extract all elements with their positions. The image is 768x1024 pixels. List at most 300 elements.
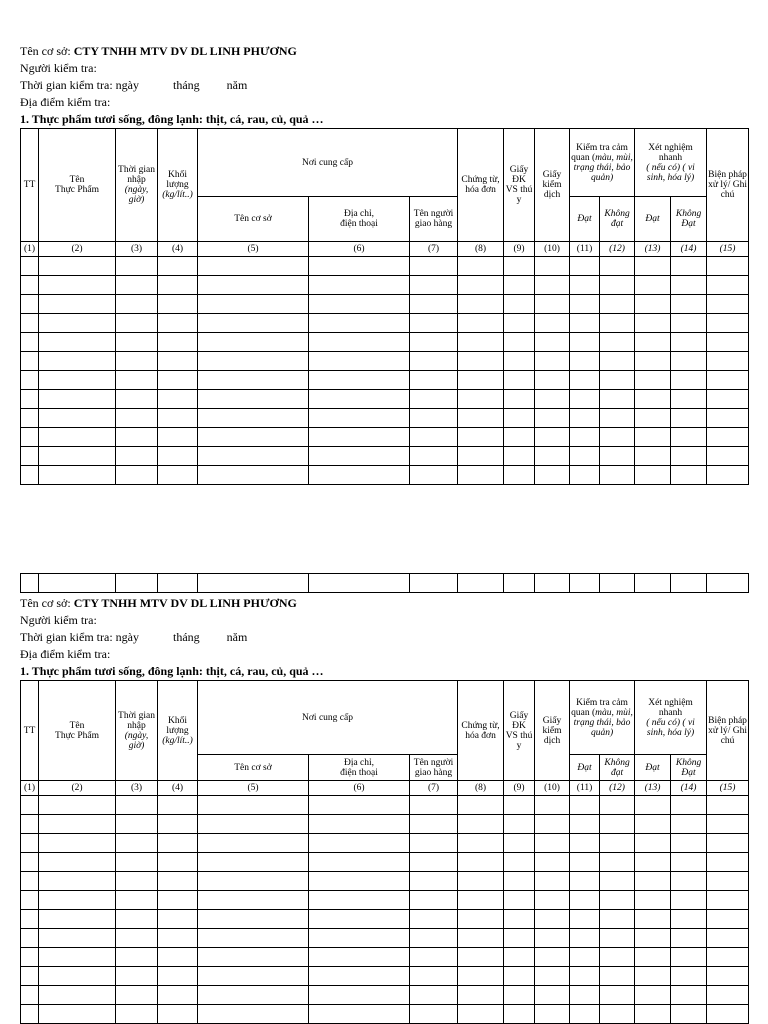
table-cell[interactable] — [410, 409, 458, 428]
table-cell[interactable] — [116, 257, 158, 276]
table-cell[interactable] — [600, 929, 635, 948]
table-cell[interactable] — [458, 948, 504, 967]
table-cell[interactable] — [39, 295, 116, 314]
table-cell[interactable] — [635, 796, 671, 815]
table-cell[interactable] — [198, 390, 309, 409]
table-cell[interactable] — [39, 853, 116, 872]
table-cell[interactable] — [635, 447, 671, 466]
table-cell[interactable] — [116, 466, 158, 485]
table-cell[interactable] — [635, 853, 671, 872]
table-cell[interactable] — [39, 929, 116, 948]
table-cell[interactable] — [504, 466, 535, 485]
table-cell[interactable] — [635, 333, 671, 352]
table-cell[interactable] — [535, 295, 570, 314]
table-cell[interactable] — [410, 796, 458, 815]
table-cell[interactable] — [671, 295, 707, 314]
table-cell[interactable] — [504, 929, 535, 948]
table-cell[interactable] — [570, 815, 600, 834]
table-cell[interactable] — [198, 371, 309, 390]
table-cell[interactable] — [458, 986, 504, 1005]
table-cell[interactable] — [198, 891, 309, 910]
table-cell[interactable] — [158, 872, 198, 891]
table-cell[interactable] — [707, 371, 749, 390]
table-cell[interactable] — [158, 352, 198, 371]
table-cell[interactable] — [410, 834, 458, 853]
table-cell[interactable] — [671, 390, 707, 409]
table-cell[interactable] — [21, 815, 39, 834]
table-cell[interactable] — [504, 986, 535, 1005]
table-cell[interactable] — [535, 986, 570, 1005]
table-cell[interactable] — [570, 333, 600, 352]
table-cell[interactable] — [600, 1005, 635, 1024]
table-cell[interactable] — [570, 371, 600, 390]
table-cell[interactable] — [458, 295, 504, 314]
table-cell[interactable] — [671, 409, 707, 428]
table-cell[interactable] — [410, 574, 458, 593]
table-cell[interactable] — [410, 466, 458, 485]
table-cell[interactable] — [21, 352, 39, 371]
table-cell[interactable] — [198, 872, 309, 891]
table-cell[interactable] — [410, 872, 458, 891]
table-cell[interactable] — [309, 967, 410, 986]
table-cell[interactable] — [504, 390, 535, 409]
table-cell[interactable] — [671, 815, 707, 834]
table-cell[interactable] — [570, 574, 600, 593]
table-cell[interactable] — [158, 314, 198, 333]
table-cell[interactable] — [410, 986, 458, 1005]
table-cell[interactable] — [410, 257, 458, 276]
table-cell[interactable] — [707, 796, 749, 815]
table-cell[interactable] — [309, 872, 410, 891]
table-cell[interactable] — [671, 948, 707, 967]
table-cell[interactable] — [309, 295, 410, 314]
table-cell[interactable] — [198, 834, 309, 853]
table-cell[interactable] — [707, 257, 749, 276]
table-cell[interactable] — [309, 276, 410, 295]
table-cell[interactable] — [39, 815, 116, 834]
table-cell[interactable] — [309, 853, 410, 872]
table-cell[interactable] — [504, 276, 535, 295]
table-cell[interactable] — [671, 428, 707, 447]
table-cell[interactable] — [198, 986, 309, 1005]
table-cell[interactable] — [570, 967, 600, 986]
table-cell[interactable] — [570, 447, 600, 466]
table-cell[interactable] — [410, 815, 458, 834]
table-cell[interactable] — [309, 948, 410, 967]
table-cell[interactable] — [309, 352, 410, 371]
table-cell[interactable] — [707, 986, 749, 1005]
table-cell[interactable] — [39, 447, 116, 466]
table-cell[interactable] — [535, 834, 570, 853]
table-cell[interactable] — [535, 910, 570, 929]
table-cell[interactable] — [504, 428, 535, 447]
table-cell[interactable] — [198, 409, 309, 428]
table-cell[interactable] — [158, 428, 198, 447]
table-cell[interactable] — [158, 574, 198, 593]
table-cell[interactable] — [21, 314, 39, 333]
table-cell[interactable] — [635, 371, 671, 390]
table-cell[interactable] — [600, 447, 635, 466]
table-cell[interactable] — [116, 295, 158, 314]
table-cell[interactable] — [309, 834, 410, 853]
table-cell[interactable] — [458, 929, 504, 948]
table-cell[interactable] — [158, 967, 198, 986]
table-cell[interactable] — [635, 1005, 671, 1024]
table-cell[interactable] — [600, 371, 635, 390]
table-cell[interactable] — [671, 872, 707, 891]
table-cell[interactable] — [158, 834, 198, 853]
table-cell[interactable] — [158, 447, 198, 466]
table-cell[interactable] — [39, 428, 116, 447]
table-cell[interactable] — [570, 948, 600, 967]
table-cell[interactable] — [458, 834, 504, 853]
table-cell[interactable] — [198, 466, 309, 485]
table-cell[interactable] — [570, 834, 600, 853]
table-cell[interactable] — [21, 390, 39, 409]
table-cell[interactable] — [158, 257, 198, 276]
table-cell[interactable] — [21, 853, 39, 872]
table-cell[interactable] — [198, 257, 309, 276]
table-cell[interactable] — [504, 967, 535, 986]
table-cell[interactable] — [116, 948, 158, 967]
table-cell[interactable] — [410, 428, 458, 447]
table-cell[interactable] — [600, 967, 635, 986]
table-cell[interactable] — [198, 447, 309, 466]
table-cell[interactable] — [410, 1005, 458, 1024]
table-cell[interactable] — [635, 967, 671, 986]
table-cell[interactable] — [309, 428, 410, 447]
table-cell[interactable] — [671, 853, 707, 872]
table-cell[interactable] — [707, 948, 749, 967]
table-cell[interactable] — [707, 333, 749, 352]
table-cell[interactable] — [458, 910, 504, 929]
table-cell[interactable] — [635, 986, 671, 1005]
table-cell[interactable] — [410, 447, 458, 466]
table-cell[interactable] — [410, 948, 458, 967]
table-cell[interactable] — [671, 929, 707, 948]
table-cell[interactable] — [458, 314, 504, 333]
table-cell[interactable] — [635, 891, 671, 910]
table-cell[interactable] — [458, 371, 504, 390]
table-cell[interactable] — [158, 409, 198, 428]
table-cell[interactable] — [671, 986, 707, 1005]
table-cell[interactable] — [707, 967, 749, 986]
table-cell[interactable] — [570, 891, 600, 910]
table-cell[interactable] — [635, 295, 671, 314]
table-cell[interactable] — [570, 853, 600, 872]
table-cell[interactable] — [504, 257, 535, 276]
table-cell[interactable] — [458, 891, 504, 910]
table-cell[interactable] — [21, 834, 39, 853]
table-cell[interactable] — [600, 796, 635, 815]
table-cell[interactable] — [504, 815, 535, 834]
table-cell[interactable] — [21, 1005, 39, 1024]
table-cell[interactable] — [21, 986, 39, 1005]
table-cell[interactable] — [671, 352, 707, 371]
table-cell[interactable] — [707, 352, 749, 371]
table-cell[interactable] — [309, 796, 410, 815]
table-cell[interactable] — [158, 276, 198, 295]
table-cell[interactable] — [671, 447, 707, 466]
table-cell[interactable] — [198, 295, 309, 314]
table-cell[interactable] — [504, 447, 535, 466]
table-cell[interactable] — [458, 1005, 504, 1024]
table-cell[interactable] — [570, 390, 600, 409]
table-cell[interactable] — [116, 986, 158, 1005]
table-cell[interactable] — [600, 872, 635, 891]
table-cell[interactable] — [535, 333, 570, 352]
table-cell[interactable] — [116, 891, 158, 910]
table-cell[interactable] — [671, 967, 707, 986]
table-cell[interactable] — [671, 466, 707, 485]
table-cell[interactable] — [600, 466, 635, 485]
table-cell[interactable] — [707, 409, 749, 428]
table-cell[interactable] — [21, 409, 39, 428]
table-cell[interactable] — [198, 333, 309, 352]
table-cell[interactable] — [504, 948, 535, 967]
table-cell[interactable] — [21, 796, 39, 815]
table-cell[interactable] — [535, 872, 570, 891]
table-cell[interactable] — [535, 276, 570, 295]
table-cell[interactable] — [535, 574, 570, 593]
table-cell[interactable] — [600, 986, 635, 1005]
table-cell[interactable] — [635, 574, 671, 593]
table-cell[interactable] — [21, 891, 39, 910]
table-cell[interactable] — [671, 371, 707, 390]
table-cell[interactable] — [707, 834, 749, 853]
table-cell[interactable] — [671, 1005, 707, 1024]
table-cell[interactable] — [600, 333, 635, 352]
table-cell[interactable] — [39, 986, 116, 1005]
table-cell[interactable] — [198, 929, 309, 948]
table-cell[interactable] — [116, 447, 158, 466]
table-cell[interactable] — [39, 574, 116, 593]
table-cell[interactable] — [535, 409, 570, 428]
table-cell[interactable] — [116, 815, 158, 834]
table-cell[interactable] — [635, 352, 671, 371]
table-cell[interactable] — [635, 428, 671, 447]
table-cell[interactable] — [39, 1005, 116, 1024]
table-cell[interactable] — [39, 314, 116, 333]
table-cell[interactable] — [116, 428, 158, 447]
table-cell[interactable] — [116, 390, 158, 409]
table-cell[interactable] — [39, 390, 116, 409]
table-cell[interactable] — [39, 967, 116, 986]
table-cell[interactable] — [309, 314, 410, 333]
table-cell[interactable] — [198, 314, 309, 333]
table-cell[interactable] — [458, 447, 504, 466]
table-cell[interactable] — [535, 466, 570, 485]
table-cell[interactable] — [39, 409, 116, 428]
table-cell[interactable] — [671, 891, 707, 910]
table-cell[interactable] — [21, 295, 39, 314]
table-cell[interactable] — [21, 574, 39, 593]
table-cell[interactable] — [21, 371, 39, 390]
table-cell[interactable] — [570, 986, 600, 1005]
table-cell[interactable] — [600, 257, 635, 276]
table-cell[interactable] — [458, 815, 504, 834]
table-cell[interactable] — [458, 409, 504, 428]
table-cell[interactable] — [458, 872, 504, 891]
table-cell[interactable] — [39, 834, 116, 853]
table-cell[interactable] — [158, 333, 198, 352]
table-cell[interactable] — [158, 948, 198, 967]
table-cell[interactable] — [410, 929, 458, 948]
table-cell[interactable] — [309, 390, 410, 409]
table-cell[interactable] — [535, 815, 570, 834]
table-cell[interactable] — [158, 390, 198, 409]
table-cell[interactable] — [39, 910, 116, 929]
table-cell[interactable] — [309, 910, 410, 929]
table-cell[interactable] — [707, 872, 749, 891]
table-cell[interactable] — [116, 1005, 158, 1024]
table-cell[interactable] — [198, 967, 309, 986]
table-cell[interactable] — [535, 390, 570, 409]
table-cell[interactable] — [458, 853, 504, 872]
table-cell[interactable] — [600, 276, 635, 295]
table-cell[interactable] — [535, 929, 570, 948]
table-cell[interactable] — [410, 352, 458, 371]
table-cell[interactable] — [410, 910, 458, 929]
table-cell[interactable] — [309, 257, 410, 276]
table-cell[interactable] — [410, 371, 458, 390]
table-cell[interactable] — [116, 352, 158, 371]
table-cell[interactable] — [504, 796, 535, 815]
table-cell[interactable] — [309, 574, 410, 593]
table-cell[interactable] — [116, 872, 158, 891]
table-cell[interactable] — [458, 276, 504, 295]
table-cell[interactable] — [116, 314, 158, 333]
table-cell[interactable] — [570, 428, 600, 447]
table-cell[interactable] — [535, 447, 570, 466]
table-cell[interactable] — [600, 409, 635, 428]
table-cell[interactable] — [116, 276, 158, 295]
table-cell[interactable] — [198, 428, 309, 447]
table-cell[interactable] — [458, 967, 504, 986]
table-cell[interactable] — [116, 834, 158, 853]
table-cell[interactable] — [504, 574, 535, 593]
table-cell[interactable] — [707, 929, 749, 948]
table-cell[interactable] — [635, 276, 671, 295]
table-cell[interactable] — [504, 1005, 535, 1024]
table-cell[interactable] — [309, 929, 410, 948]
table-cell[interactable] — [671, 314, 707, 333]
table-cell[interactable] — [671, 834, 707, 853]
table-cell[interactable] — [535, 428, 570, 447]
table-cell[interactable] — [570, 352, 600, 371]
table-cell[interactable] — [21, 948, 39, 967]
table-cell[interactable] — [410, 853, 458, 872]
table-cell[interactable] — [116, 574, 158, 593]
table-cell[interactable] — [39, 257, 116, 276]
table-cell[interactable] — [504, 910, 535, 929]
table-cell[interactable] — [535, 796, 570, 815]
table-cell[interactable] — [535, 352, 570, 371]
table-cell[interactable] — [707, 390, 749, 409]
table-cell[interactable] — [39, 891, 116, 910]
table-cell[interactable] — [458, 796, 504, 815]
table-cell[interactable] — [458, 390, 504, 409]
table-cell[interactable] — [535, 853, 570, 872]
table-cell[interactable] — [309, 371, 410, 390]
table-cell[interactable] — [504, 333, 535, 352]
table-cell[interactable] — [707, 466, 749, 485]
table-cell[interactable] — [504, 834, 535, 853]
table-cell[interactable] — [458, 333, 504, 352]
table-cell[interactable] — [309, 447, 410, 466]
table-cell[interactable] — [535, 891, 570, 910]
table-cell[interactable] — [635, 929, 671, 948]
table-cell[interactable] — [39, 276, 116, 295]
table-cell[interactable] — [410, 276, 458, 295]
table-cell[interactable] — [570, 929, 600, 948]
table-cell[interactable] — [309, 1005, 410, 1024]
table-cell[interactable] — [21, 910, 39, 929]
table-cell[interactable] — [198, 853, 309, 872]
table-cell[interactable] — [707, 815, 749, 834]
table-cell[interactable] — [707, 428, 749, 447]
table-cell[interactable] — [600, 295, 635, 314]
table-cell[interactable] — [158, 853, 198, 872]
table-cell[interactable] — [570, 295, 600, 314]
table-cell[interactable] — [635, 390, 671, 409]
table-cell[interactable] — [707, 1005, 749, 1024]
table-cell[interactable] — [600, 853, 635, 872]
table-cell[interactable] — [21, 466, 39, 485]
table-cell[interactable] — [707, 910, 749, 929]
table-cell[interactable] — [198, 1005, 309, 1024]
table-cell[interactable] — [635, 257, 671, 276]
table-cell[interactable] — [600, 314, 635, 333]
table-cell[interactable] — [158, 466, 198, 485]
table-cell[interactable] — [504, 295, 535, 314]
table-cell[interactable] — [635, 314, 671, 333]
table-cell[interactable] — [504, 314, 535, 333]
table-cell[interactable] — [198, 796, 309, 815]
table-cell[interactable] — [671, 276, 707, 295]
table-cell[interactable] — [309, 466, 410, 485]
table-cell[interactable] — [410, 390, 458, 409]
table-cell[interactable] — [158, 891, 198, 910]
table-cell[interactable] — [458, 352, 504, 371]
table-cell[interactable] — [21, 872, 39, 891]
table-cell[interactable] — [309, 986, 410, 1005]
table-cell[interactable] — [600, 891, 635, 910]
table-cell[interactable] — [21, 276, 39, 295]
table-cell[interactable] — [671, 910, 707, 929]
table-cell[interactable] — [600, 910, 635, 929]
table-cell[interactable] — [158, 815, 198, 834]
table-cell[interactable] — [198, 574, 309, 593]
table-cell[interactable] — [410, 967, 458, 986]
table-cell[interactable] — [116, 967, 158, 986]
table-cell[interactable] — [21, 447, 39, 466]
table-cell[interactable] — [535, 257, 570, 276]
table-cell[interactable] — [309, 815, 410, 834]
table-cell[interactable] — [158, 371, 198, 390]
table-cell[interactable] — [504, 352, 535, 371]
table-cell[interactable] — [116, 929, 158, 948]
table-cell[interactable] — [458, 257, 504, 276]
table-cell[interactable] — [600, 815, 635, 834]
table-cell[interactable] — [198, 352, 309, 371]
table-cell[interactable] — [21, 428, 39, 447]
table-cell[interactable] — [600, 352, 635, 371]
table-cell[interactable] — [410, 333, 458, 352]
table-cell[interactable] — [635, 815, 671, 834]
table-cell[interactable] — [635, 466, 671, 485]
table-cell[interactable] — [21, 333, 39, 352]
